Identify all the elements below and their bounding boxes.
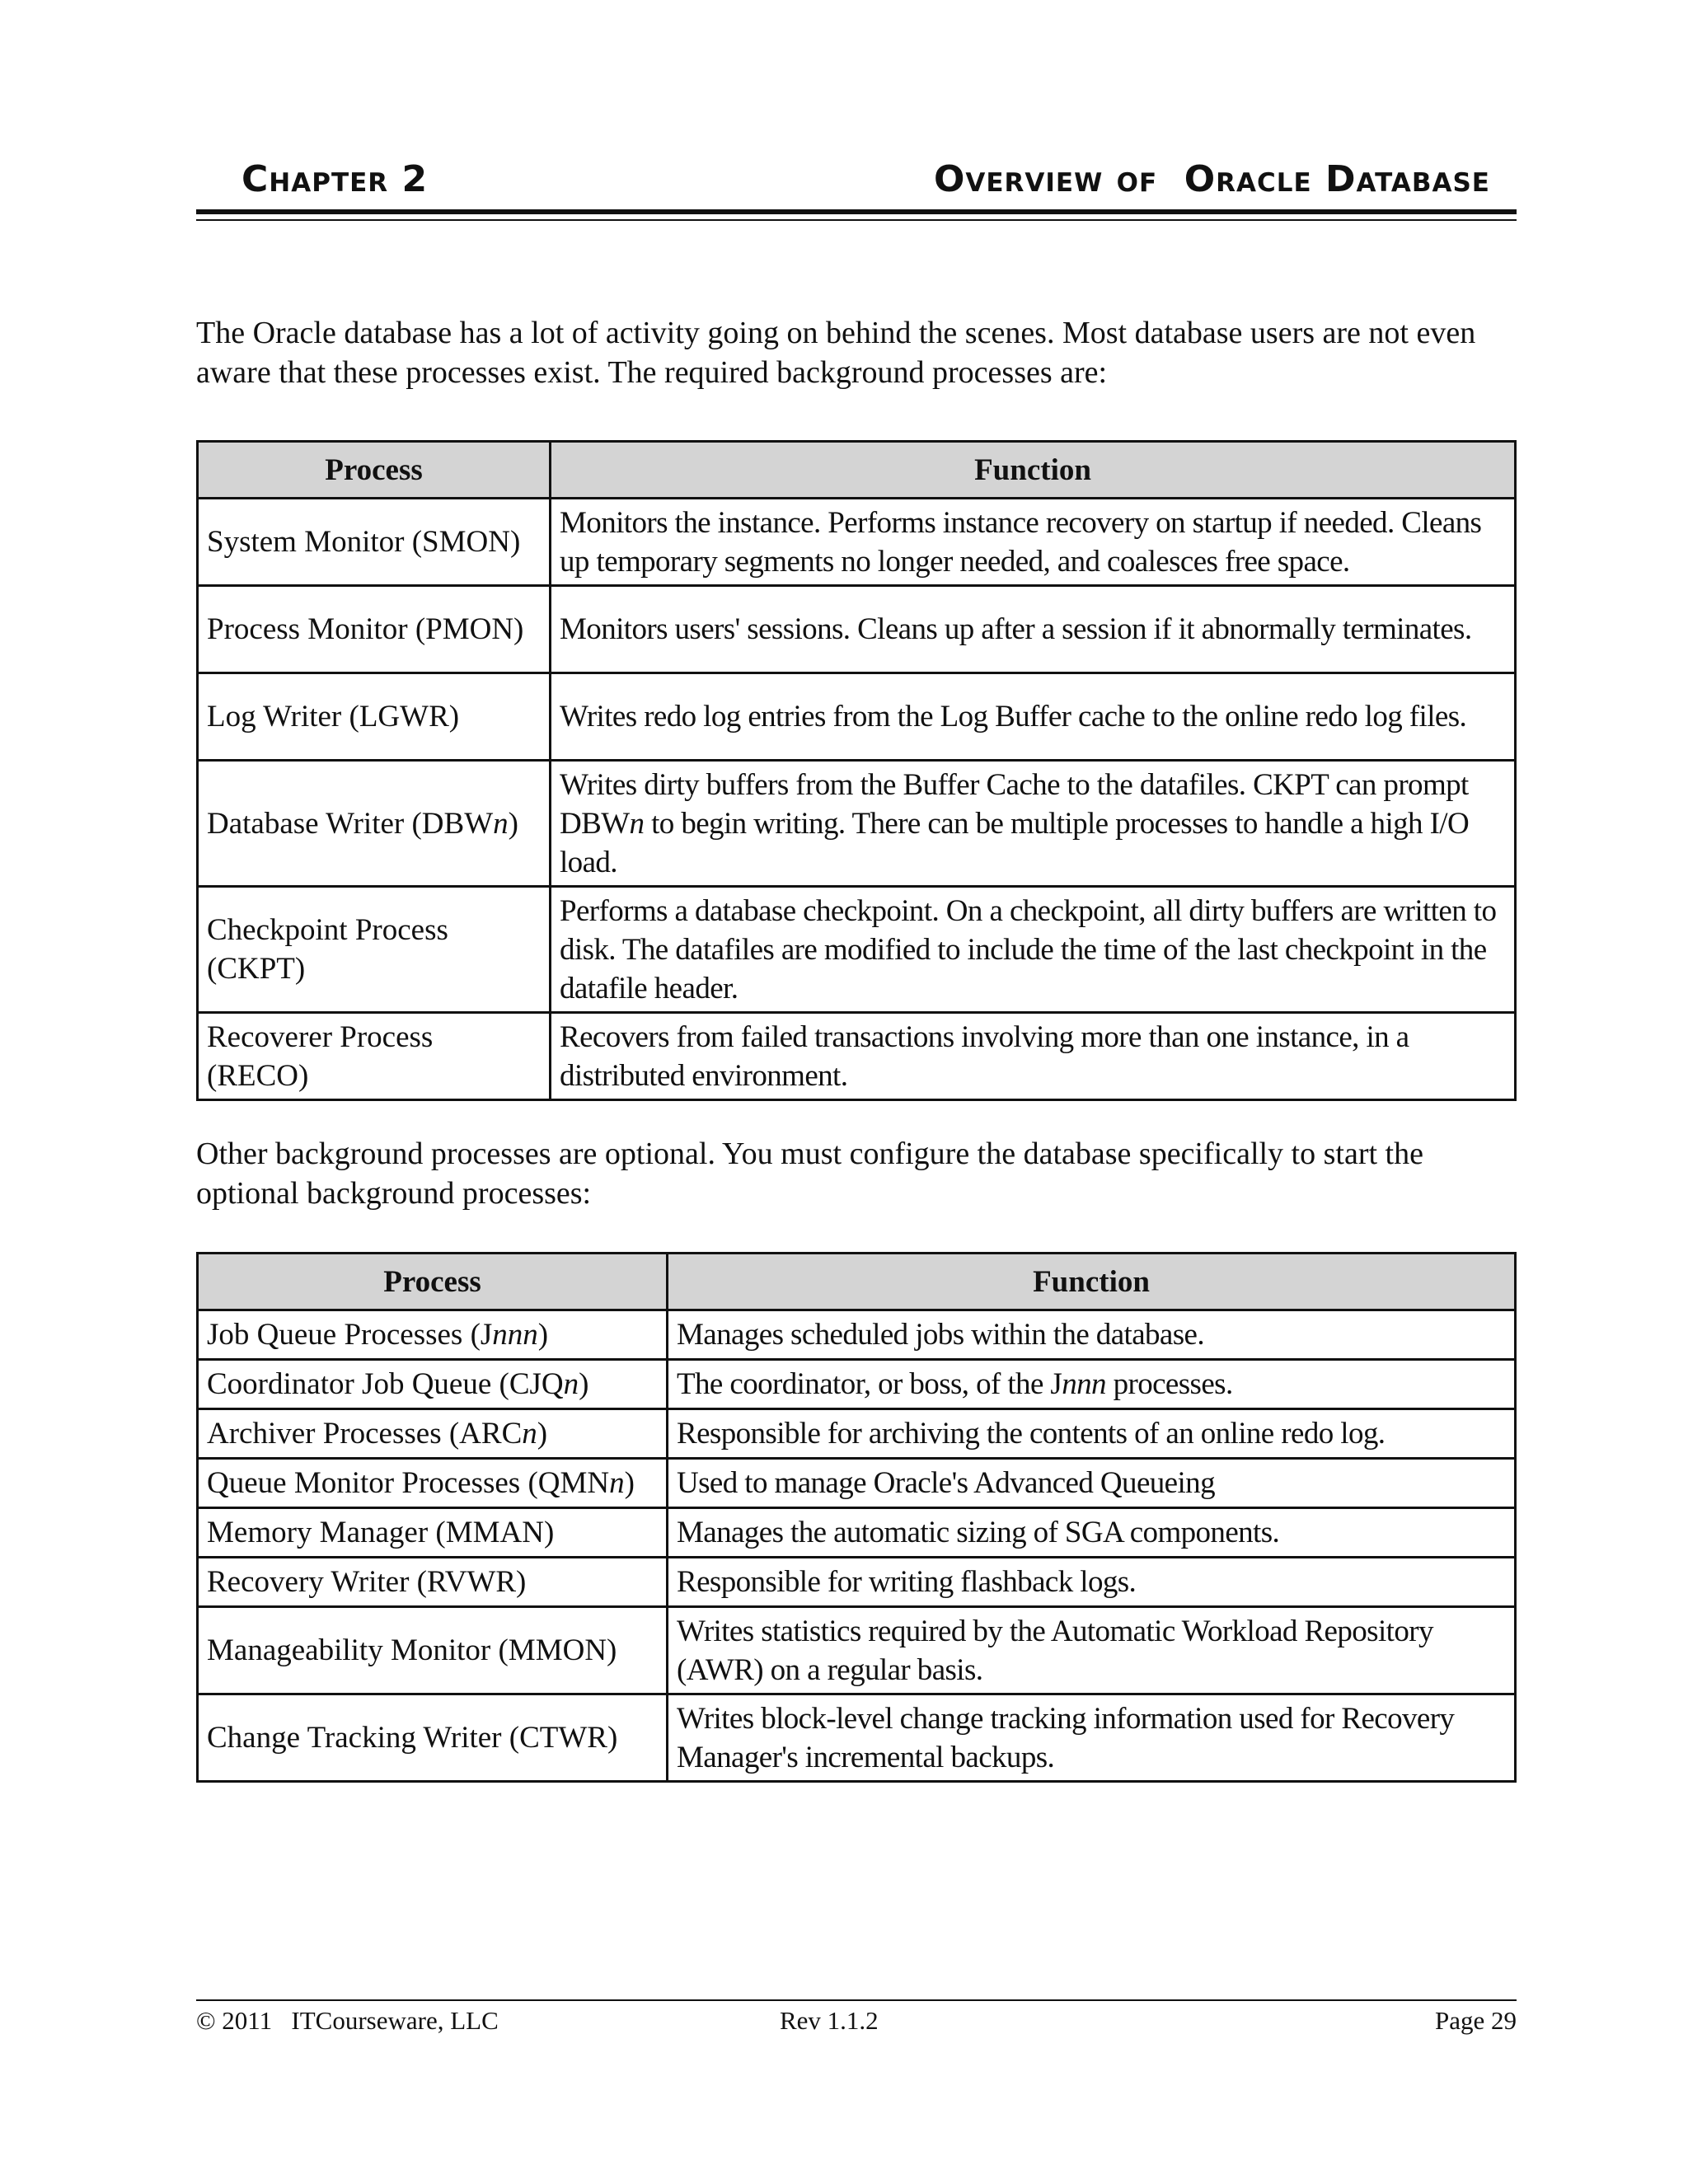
function-cell: Monitors the instance. Performs instance recovery on startup if needed. Cleans up temporary segments no longer needed, and coalesces free space.: [551, 499, 1516, 586]
column-header-function: Function: [551, 442, 1516, 499]
header-rule-thick: [196, 209, 1517, 214]
function-cell: Responsible for archiving the contents of an online redo log.: [668, 1409, 1516, 1459]
process-cell: Archiver Processes (ARCn): [198, 1409, 668, 1459]
function-cell: Writes redo log entries from the Log Buffer cache to the online redo log files.: [551, 673, 1516, 761]
table-header-row: [198, 1254, 1516, 1310]
table-row: [198, 1310, 1516, 1360]
function-cell: Writes statistics required by the Automatic Workload Repository (AWR) on a regular basis.: [668, 1607, 1516, 1694]
process-cell: Queue Monitor Processes (QMNn): [198, 1459, 668, 1508]
table-row: [198, 1409, 1516, 1459]
table-row: [198, 1558, 1516, 1607]
table-row: [198, 887, 1516, 1013]
table-row: [198, 1013, 1516, 1100]
function-cell: Responsible for writing flashback logs.: [668, 1558, 1516, 1607]
process-cell: Database Writer (DBWn): [198, 761, 551, 887]
function-cell: Used to manage Oracle's Advanced Queueing: [668, 1459, 1516, 1508]
optional-processes-table: [196, 1252, 1517, 1783]
footer-rule: [196, 1999, 1517, 2001]
table-row: [198, 1694, 1516, 1782]
column-header-process: Process: [198, 442, 551, 499]
table-row: [198, 1459, 1516, 1508]
function-cell: Monitors users' sessions. Cleans up after a session if it abnormally terminates.: [551, 586, 1516, 673]
chapter-title: Overview of Oracle Database: [933, 158, 1490, 200]
process-cell: Recoverer Process (RECO): [198, 1013, 551, 1100]
table-row: [198, 761, 1516, 887]
table-header-row: [198, 442, 1516, 499]
process-cell: Memory Manager (MMAN): [198, 1508, 668, 1558]
column-header-function: Function: [668, 1254, 1516, 1310]
table-row: [198, 673, 1516, 761]
page-header: [196, 158, 1515, 200]
table-row: [198, 1508, 1516, 1558]
process-cell: Job Queue Processes (Jnnn): [198, 1310, 668, 1360]
process-cell: Change Tracking Writer (CTWR): [198, 1694, 668, 1782]
process-cell: Process Monitor (PMON): [198, 586, 551, 673]
process-cell: System Monitor (SMON): [198, 499, 551, 586]
required-processes-table: [196, 440, 1517, 1101]
process-cell: Checkpoint Process (CKPT): [198, 887, 551, 1013]
process-cell: Log Writer (LGWR): [198, 673, 551, 761]
footer-copyright: © 2011 ITCourseware, LLC: [196, 2006, 499, 2035]
function-cell: Performs a database checkpoint. On a checkpoint, all dirty buffers are written to disk. The datafiles are modified to include the time of the last checkpoint in the datafile header.: [551, 887, 1516, 1013]
footer-page-number: Page 29: [1434, 2006, 1517, 2035]
function-cell: Writes dirty buffers from the Buffer Cache to the datafiles. CKPT can prompt DBWn to begin writing. There can be multiple processes to handle a high I/O load.: [551, 761, 1516, 887]
chapter-label: Chapter 2: [241, 158, 429, 200]
table-row: [198, 586, 1516, 673]
function-cell: The coordinator, or boss, of the Jnnn processes.: [668, 1360, 1516, 1409]
function-cell: Writes block-level change tracking information used for Recovery Manager's incremental backups.: [668, 1694, 1516, 1782]
footer-revision: Rev 1.1.2: [780, 2006, 879, 2035]
optional-intro-paragraph: Other background processes are optional. You must configure the database specifically to start the optional background processes:: [196, 1137, 1423, 1211]
function-cell: Manages the automatic sizing of SGA components.: [668, 1508, 1516, 1558]
table-row: [198, 499, 1516, 586]
intro-paragraph: The Oracle database has a lot of activity going on behind the scenes. Most database users are not even aware that these processes exist. The required background processes are:: [196, 316, 1476, 390]
process-cell: Recovery Writer (RVWR): [198, 1558, 668, 1607]
column-header-process: Process: [198, 1254, 668, 1310]
table-row: [198, 1360, 1516, 1409]
process-cell: Coordinator Job Queue (CJQn): [198, 1360, 668, 1409]
function-cell: Manages scheduled jobs within the database.: [668, 1310, 1516, 1360]
table-row: [198, 1607, 1516, 1694]
page-footer: [196, 2006, 1517, 2039]
header-rule-thin: [196, 219, 1517, 221]
process-cell: Manageability Monitor (MMON): [198, 1607, 668, 1694]
function-cell: Recovers from failed transactions involving more than one instance, in a distributed environment.: [551, 1013, 1516, 1100]
